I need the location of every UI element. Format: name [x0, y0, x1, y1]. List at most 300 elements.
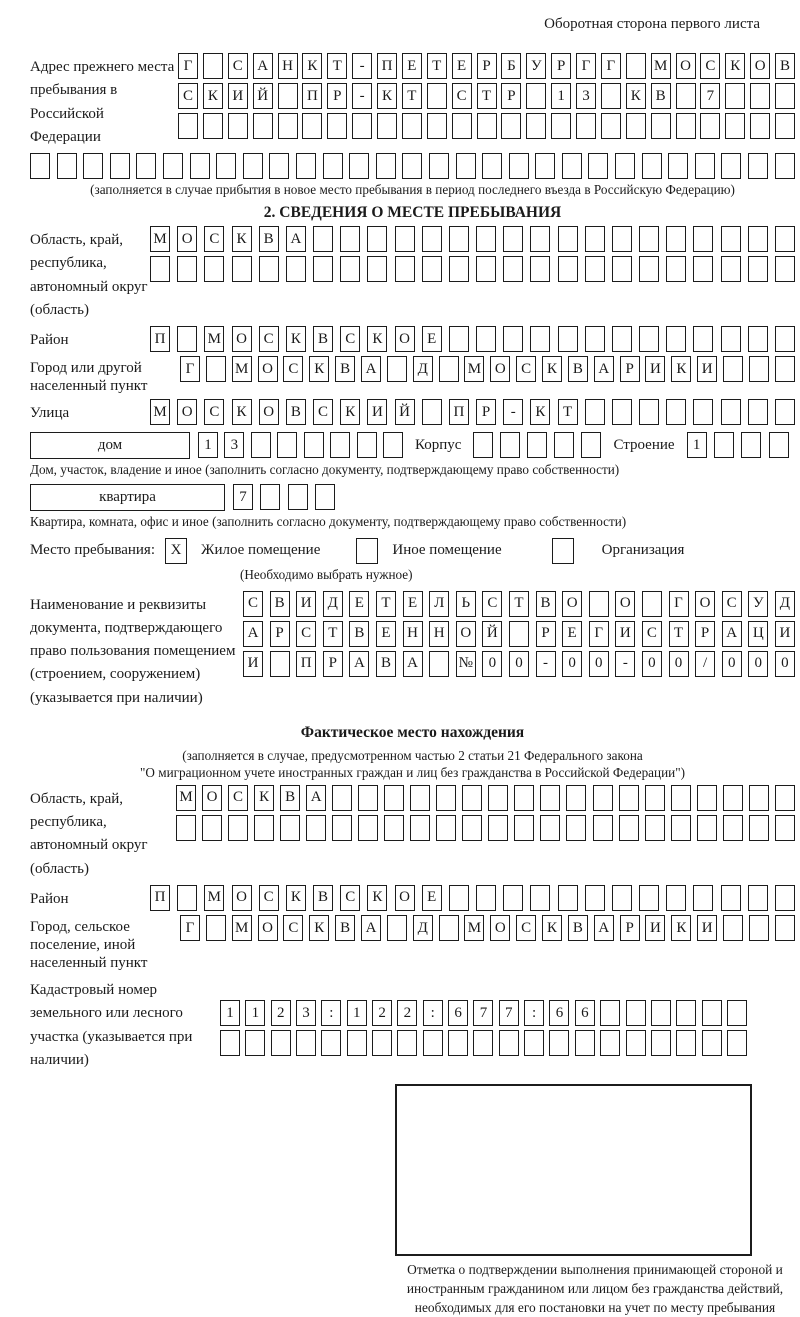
- char-box[interactable]: [651, 113, 671, 139]
- char-box[interactable]: [576, 113, 596, 139]
- char-box[interactable]: [473, 1030, 493, 1056]
- char-box[interactable]: [666, 885, 686, 911]
- char-box[interactable]: [387, 915, 407, 941]
- char-box[interactable]: [769, 432, 789, 458]
- char-box[interactable]: [676, 1030, 696, 1056]
- char-box[interactable]: Г: [178, 53, 198, 79]
- char-box[interactable]: [721, 885, 741, 911]
- char-box[interactable]: [748, 153, 768, 179]
- char-box[interactable]: [750, 83, 770, 109]
- char-box[interactable]: [585, 885, 605, 911]
- char-box[interactable]: В: [313, 885, 333, 911]
- char-box[interactable]: О: [456, 621, 476, 647]
- char-box[interactable]: [775, 356, 795, 382]
- char-box[interactable]: -: [352, 53, 372, 79]
- char-box[interactable]: [725, 113, 745, 139]
- char-box[interactable]: Г: [180, 915, 200, 941]
- char-box[interactable]: [190, 153, 210, 179]
- char-box[interactable]: [530, 326, 550, 352]
- char-box[interactable]: Т: [477, 83, 497, 109]
- char-box[interactable]: 6: [549, 1000, 569, 1026]
- char-box[interactable]: В: [280, 785, 300, 811]
- char-box[interactable]: [558, 326, 578, 352]
- char-box[interactable]: [449, 326, 469, 352]
- char-box[interactable]: В: [335, 915, 355, 941]
- char-box[interactable]: [741, 432, 761, 458]
- char-box[interactable]: [352, 113, 372, 139]
- char-box[interactable]: [203, 53, 223, 79]
- char-box[interactable]: В: [376, 651, 396, 677]
- char-box[interactable]: [260, 484, 280, 510]
- char-box[interactable]: 0: [722, 651, 742, 677]
- char-box[interactable]: К: [286, 326, 306, 352]
- char-box[interactable]: :: [524, 1000, 544, 1026]
- char-box[interactable]: Р: [270, 621, 290, 647]
- char-box[interactable]: [514, 815, 534, 841]
- char-box[interactable]: [626, 113, 646, 139]
- char-box[interactable]: [581, 432, 601, 458]
- char-box[interactable]: С: [340, 326, 360, 352]
- char-box[interactable]: [439, 356, 459, 382]
- char-box[interactable]: [702, 1000, 722, 1026]
- char-box[interactable]: К: [286, 885, 306, 911]
- char-box[interactable]: С: [482, 591, 502, 617]
- char-box[interactable]: А: [286, 226, 306, 252]
- char-box[interactable]: 1: [687, 432, 707, 458]
- char-box[interactable]: В: [270, 591, 290, 617]
- char-box[interactable]: [449, 226, 469, 252]
- char-box[interactable]: [601, 113, 621, 139]
- char-box[interactable]: 7: [233, 484, 253, 510]
- char-box[interactable]: [748, 885, 768, 911]
- char-box[interactable]: Н: [403, 621, 423, 647]
- char-box[interactable]: [501, 113, 521, 139]
- char-box[interactable]: П: [296, 651, 316, 677]
- char-box[interactable]: [323, 153, 343, 179]
- char-box[interactable]: [476, 326, 496, 352]
- char-box[interactable]: [723, 356, 743, 382]
- char-box[interactable]: В: [651, 83, 671, 109]
- char-box[interactable]: А: [361, 915, 381, 941]
- char-box[interactable]: [750, 113, 770, 139]
- char-box[interactable]: В: [775, 53, 795, 79]
- char-box[interactable]: [721, 326, 741, 352]
- char-box[interactable]: [727, 1030, 747, 1056]
- char-box[interactable]: О: [490, 356, 510, 382]
- char-box[interactable]: [651, 1030, 671, 1056]
- char-box[interactable]: [668, 153, 688, 179]
- char-box[interactable]: [723, 785, 743, 811]
- char-box[interactable]: [228, 113, 248, 139]
- char-box[interactable]: [254, 815, 274, 841]
- char-box[interactable]: [639, 326, 659, 352]
- char-box[interactable]: [671, 785, 691, 811]
- char-box[interactable]: [177, 326, 197, 352]
- char-box[interactable]: О: [395, 326, 415, 352]
- char-box[interactable]: [410, 785, 430, 811]
- char-box[interactable]: [340, 256, 360, 282]
- char-box[interactable]: [676, 113, 696, 139]
- char-box[interactable]: [540, 815, 560, 841]
- char-box[interactable]: Е: [422, 326, 442, 352]
- char-box[interactable]: О: [615, 591, 635, 617]
- char-box[interactable]: [503, 326, 523, 352]
- char-box[interactable]: [395, 226, 415, 252]
- char-box[interactable]: [449, 256, 469, 282]
- char-box[interactable]: М: [150, 226, 170, 252]
- char-box[interactable]: Т: [558, 399, 578, 425]
- char-box[interactable]: [639, 256, 659, 282]
- char-box[interactable]: С: [243, 591, 263, 617]
- char-box[interactable]: [462, 815, 482, 841]
- char-box[interactable]: 0: [775, 651, 795, 677]
- char-box[interactable]: И: [697, 915, 717, 941]
- char-box[interactable]: [775, 256, 795, 282]
- char-box[interactable]: М: [651, 53, 671, 79]
- char-box[interactable]: Д: [323, 591, 343, 617]
- char-box[interactable]: Т: [669, 621, 689, 647]
- char-box[interactable]: М: [464, 356, 484, 382]
- char-box[interactable]: -: [615, 651, 635, 677]
- char-box[interactable]: У: [526, 53, 546, 79]
- char-box[interactable]: [499, 1030, 519, 1056]
- char-box[interactable]: [110, 153, 130, 179]
- char-box[interactable]: С: [228, 785, 248, 811]
- char-box[interactable]: [527, 432, 547, 458]
- char-box[interactable]: 1: [220, 1000, 240, 1026]
- char-box[interactable]: [376, 153, 396, 179]
- char-box[interactable]: [566, 785, 586, 811]
- char-box[interactable]: [410, 815, 430, 841]
- char-box[interactable]: О: [490, 915, 510, 941]
- char-box[interactable]: [436, 785, 456, 811]
- char-box[interactable]: К: [254, 785, 274, 811]
- char-box[interactable]: [725, 83, 745, 109]
- char-box[interactable]: О: [177, 226, 197, 252]
- char-box[interactable]: [626, 53, 646, 79]
- char-box[interactable]: Е: [376, 621, 396, 647]
- char-box[interactable]: [304, 432, 324, 458]
- char-box[interactable]: [666, 226, 686, 252]
- char-box[interactable]: К: [626, 83, 646, 109]
- char-box[interactable]: [721, 399, 741, 425]
- char-box[interactable]: [245, 1030, 265, 1056]
- char-box[interactable]: [639, 885, 659, 911]
- char-box[interactable]: [349, 153, 369, 179]
- char-box[interactable]: :: [321, 1000, 341, 1026]
- char-box[interactable]: [482, 153, 502, 179]
- char-box[interactable]: [422, 256, 442, 282]
- char-box[interactable]: О: [258, 356, 278, 382]
- char-box[interactable]: [150, 256, 170, 282]
- char-box[interactable]: [422, 226, 442, 252]
- char-box[interactable]: [554, 432, 574, 458]
- char-box[interactable]: 0: [642, 651, 662, 677]
- char-box[interactable]: А: [306, 785, 326, 811]
- char-box[interactable]: Ц: [748, 621, 768, 647]
- char-box[interactable]: О: [676, 53, 696, 79]
- char-box[interactable]: [700, 113, 720, 139]
- char-box[interactable]: [302, 113, 322, 139]
- char-box[interactable]: О: [695, 591, 715, 617]
- char-box[interactable]: [296, 153, 316, 179]
- char-box[interactable]: [558, 226, 578, 252]
- char-box[interactable]: О: [232, 326, 252, 352]
- char-box[interactable]: С: [722, 591, 742, 617]
- char-box[interactable]: [600, 1000, 620, 1026]
- char-box[interactable]: [456, 153, 476, 179]
- char-box[interactable]: 0: [562, 651, 582, 677]
- char-box[interactable]: [259, 256, 279, 282]
- char-box[interactable]: [645, 815, 665, 841]
- char-box[interactable]: 1: [198, 432, 218, 458]
- char-box[interactable]: М: [150, 399, 170, 425]
- char-box[interactable]: [748, 399, 768, 425]
- char-box[interactable]: О: [562, 591, 582, 617]
- char-box[interactable]: [476, 256, 496, 282]
- char-box[interactable]: П: [377, 53, 397, 79]
- char-box[interactable]: [452, 113, 472, 139]
- char-box[interactable]: Г: [589, 621, 609, 647]
- char-box[interactable]: [612, 885, 632, 911]
- char-box[interactable]: [367, 256, 387, 282]
- char-box[interactable]: [693, 399, 713, 425]
- char-box[interactable]: [278, 113, 298, 139]
- char-box[interactable]: В: [568, 915, 588, 941]
- char-box[interactable]: А: [349, 651, 369, 677]
- char-box[interactable]: Т: [402, 83, 422, 109]
- char-box[interactable]: И: [697, 356, 717, 382]
- char-box[interactable]: Р: [620, 356, 640, 382]
- char-box[interactable]: [427, 83, 447, 109]
- char-box[interactable]: [402, 113, 422, 139]
- char-box[interactable]: Н: [278, 53, 298, 79]
- char-box[interactable]: [251, 432, 271, 458]
- char-box[interactable]: [612, 326, 632, 352]
- char-box[interactable]: 6: [575, 1000, 595, 1026]
- char-box[interactable]: [626, 1030, 646, 1056]
- char-box[interactable]: Й: [482, 621, 502, 647]
- char-box[interactable]: Р: [551, 53, 571, 79]
- char-box[interactable]: [585, 399, 605, 425]
- char-box[interactable]: [313, 226, 333, 252]
- char-box[interactable]: [228, 815, 248, 841]
- char-box[interactable]: Е: [562, 621, 582, 647]
- char-box[interactable]: [535, 153, 555, 179]
- char-box[interactable]: [429, 153, 449, 179]
- char-box[interactable]: С: [178, 83, 198, 109]
- char-box[interactable]: С: [313, 399, 333, 425]
- char-box[interactable]: Д: [413, 915, 433, 941]
- char-box[interactable]: В: [349, 621, 369, 647]
- char-box[interactable]: И: [645, 915, 665, 941]
- char-box[interactable]: [372, 1030, 392, 1056]
- char-box[interactable]: [509, 153, 529, 179]
- char-box[interactable]: О: [750, 53, 770, 79]
- char-box[interactable]: [462, 785, 482, 811]
- char-box[interactable]: 0: [509, 651, 529, 677]
- char-box[interactable]: [666, 326, 686, 352]
- char-box[interactable]: [202, 815, 222, 841]
- char-box[interactable]: [358, 815, 378, 841]
- char-box[interactable]: [216, 153, 236, 179]
- char-box[interactable]: С: [452, 83, 472, 109]
- char-box[interactable]: [306, 815, 326, 841]
- char-box[interactable]: М: [464, 915, 484, 941]
- char-box[interactable]: С: [259, 885, 279, 911]
- char-box[interactable]: О: [202, 785, 222, 811]
- char-box[interactable]: [397, 1030, 417, 1056]
- char-box[interactable]: [721, 226, 741, 252]
- char-box[interactable]: [612, 226, 632, 252]
- char-box[interactable]: [549, 1030, 569, 1056]
- char-box[interactable]: [775, 113, 795, 139]
- char-box[interactable]: 3: [576, 83, 596, 109]
- char-box[interactable]: [332, 815, 352, 841]
- char-box[interactable]: [206, 915, 226, 941]
- char-box[interactable]: О: [232, 885, 252, 911]
- char-box[interactable]: 3: [224, 432, 244, 458]
- char-box[interactable]: М: [232, 356, 252, 382]
- char-box[interactable]: [593, 815, 613, 841]
- char-box[interactable]: [775, 226, 795, 252]
- char-box[interactable]: И: [367, 399, 387, 425]
- char-box[interactable]: К: [671, 915, 691, 941]
- char-box[interactable]: [402, 153, 422, 179]
- stay-other-checkbox[interactable]: [356, 538, 378, 564]
- char-box[interactable]: 1: [245, 1000, 265, 1026]
- char-box[interactable]: [723, 915, 743, 941]
- char-box[interactable]: С: [642, 621, 662, 647]
- char-box[interactable]: [383, 432, 403, 458]
- char-box[interactable]: Д: [775, 591, 795, 617]
- char-box[interactable]: Р: [695, 621, 715, 647]
- char-box[interactable]: [600, 1030, 620, 1056]
- char-box[interactable]: А: [722, 621, 742, 647]
- char-box[interactable]: [163, 153, 183, 179]
- char-box[interactable]: И: [645, 356, 665, 382]
- char-box[interactable]: С: [228, 53, 248, 79]
- char-box[interactable]: В: [536, 591, 556, 617]
- char-box[interactable]: [619, 785, 639, 811]
- char-box[interactable]: Р: [536, 621, 556, 647]
- char-box[interactable]: :: [423, 1000, 443, 1026]
- char-box[interactable]: С: [340, 885, 360, 911]
- char-box[interactable]: [562, 153, 582, 179]
- char-box[interactable]: [775, 885, 795, 911]
- char-box[interactable]: [232, 256, 252, 282]
- char-box[interactable]: [270, 651, 290, 677]
- char-box[interactable]: [509, 621, 529, 647]
- char-box[interactable]: Л: [429, 591, 449, 617]
- char-box[interactable]: [395, 256, 415, 282]
- char-box[interactable]: Р: [476, 399, 496, 425]
- char-box[interactable]: 0: [669, 651, 689, 677]
- char-box[interactable]: Н: [429, 621, 449, 647]
- char-box[interactable]: [488, 815, 508, 841]
- char-box[interactable]: П: [449, 399, 469, 425]
- char-box[interactable]: [693, 885, 713, 911]
- char-box[interactable]: 6: [448, 1000, 468, 1026]
- char-box[interactable]: К: [671, 356, 691, 382]
- char-box[interactable]: С: [283, 915, 303, 941]
- char-box[interactable]: И: [243, 651, 263, 677]
- char-box[interactable]: [526, 113, 546, 139]
- char-box[interactable]: [697, 785, 717, 811]
- char-box[interactable]: [503, 885, 523, 911]
- char-box[interactable]: [427, 113, 447, 139]
- char-box[interactable]: Т: [327, 53, 347, 79]
- char-box[interactable]: [775, 326, 795, 352]
- char-box[interactable]: [530, 256, 550, 282]
- char-box[interactable]: [514, 785, 534, 811]
- char-box[interactable]: [278, 83, 298, 109]
- char-box[interactable]: Е: [349, 591, 369, 617]
- char-box[interactable]: 7: [700, 83, 720, 109]
- char-box[interactable]: [503, 226, 523, 252]
- char-box[interactable]: 0: [482, 651, 502, 677]
- char-box[interactable]: [702, 1030, 722, 1056]
- char-box[interactable]: В: [259, 226, 279, 252]
- char-box[interactable]: М: [176, 785, 196, 811]
- char-box[interactable]: [449, 885, 469, 911]
- stay-organization-checkbox[interactable]: [552, 538, 574, 564]
- char-box[interactable]: [749, 915, 769, 941]
- char-box[interactable]: [693, 326, 713, 352]
- char-box[interactable]: 3: [296, 1000, 316, 1026]
- char-box[interactable]: [277, 432, 297, 458]
- char-box[interactable]: [315, 484, 335, 510]
- char-box[interactable]: [615, 153, 635, 179]
- char-box[interactable]: [384, 785, 404, 811]
- char-box[interactable]: 2: [372, 1000, 392, 1026]
- char-box[interactable]: [714, 432, 734, 458]
- char-box[interactable]: П: [150, 326, 170, 352]
- char-box[interactable]: [601, 83, 621, 109]
- char-box[interactable]: №: [456, 651, 476, 677]
- char-box[interactable]: [313, 256, 333, 282]
- char-box[interactable]: 2: [271, 1000, 291, 1026]
- char-box[interactable]: К: [725, 53, 745, 79]
- char-box[interactable]: С: [516, 356, 536, 382]
- char-box[interactable]: [526, 83, 546, 109]
- char-box[interactable]: [203, 113, 223, 139]
- char-box[interactable]: Т: [323, 621, 343, 647]
- char-box[interactable]: [377, 113, 397, 139]
- char-box[interactable]: Т: [427, 53, 447, 79]
- char-box[interactable]: [619, 815, 639, 841]
- char-box[interactable]: [30, 153, 50, 179]
- char-box[interactable]: [327, 113, 347, 139]
- char-box[interactable]: К: [530, 399, 550, 425]
- char-box[interactable]: -: [503, 399, 523, 425]
- char-box[interactable]: [676, 1000, 696, 1026]
- char-box[interactable]: [676, 83, 696, 109]
- char-box[interactable]: [136, 153, 156, 179]
- char-box[interactable]: [749, 356, 769, 382]
- char-box[interactable]: [477, 113, 497, 139]
- char-box[interactable]: У: [748, 591, 768, 617]
- char-box[interactable]: А: [594, 915, 614, 941]
- char-box[interactable]: -: [352, 83, 372, 109]
- char-box[interactable]: /: [695, 651, 715, 677]
- char-box[interactable]: [358, 785, 378, 811]
- char-box[interactable]: [642, 153, 662, 179]
- char-box[interactable]: Р: [501, 83, 521, 109]
- char-box[interactable]: [321, 1030, 341, 1056]
- char-box[interactable]: 0: [748, 651, 768, 677]
- char-box[interactable]: [387, 356, 407, 382]
